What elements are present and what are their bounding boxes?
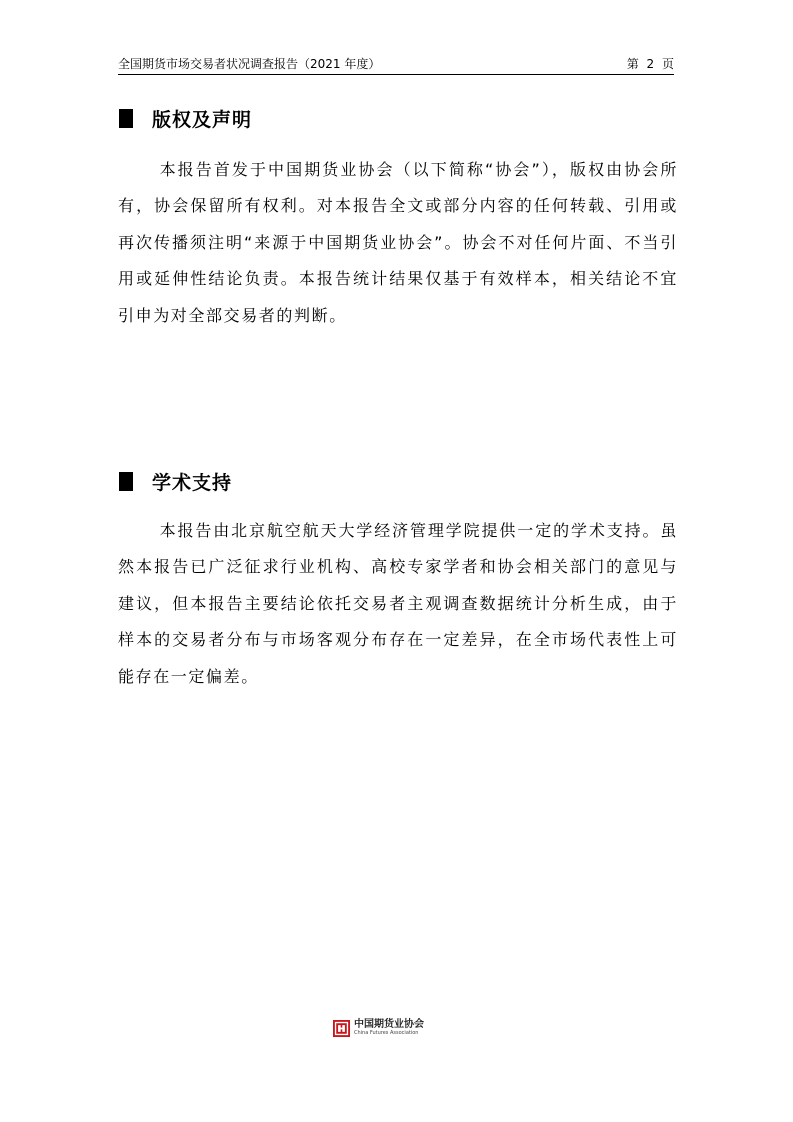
logo-name-en: China Futures Association (354, 1030, 419, 1036)
heading-square-icon (119, 109, 133, 128)
cfa-logo-icon (333, 1020, 350, 1037)
logo-name-cn: 中国期货业协会 (354, 1019, 424, 1030)
section-title: 学术支持 (152, 471, 233, 494)
report-title: 全国期货市场交易者状况调查报告（2021 年度） (118, 57, 381, 71)
section-heading-academic-support (119, 466, 232, 496)
copyright-paragraph: 本报告首发于中国期货业协会（以下简称“协会”），版权由协会所有，协会保留所有权利。对本报告全文或部分内容的任何转载、引用或再次传播须注明“来源于中国期货业协会”。协会不对任何片面、不当引用或延伸性结论负责。本报告统计结果仅基于有效样本，相关结论不宜引申为对全部交易者的判断。 (118, 160, 678, 325)
association-logo (333, 1017, 424, 1039)
header-divider (118, 74, 674, 75)
section-heading-copyright (119, 103, 252, 133)
heading-square-icon (119, 472, 133, 491)
section-title: 版权及声明 (152, 108, 253, 131)
academic-support-paragraph: 本报告由北京航空航天大学经济管理学院提供一定的学术支持。虽然本报告已广泛征求行业机构、高校专家学者和协会相关部门的意见与建议，但本报告主要结论依托交易者主观调查数据统计分析生成，由于样本的交易者分布与市场客观分布存在一定差异，在全市场代表性上可能存在一定偏差。 (118, 521, 678, 686)
page-header (118, 52, 674, 76)
page-number: 第 2 页 (626, 57, 674, 71)
